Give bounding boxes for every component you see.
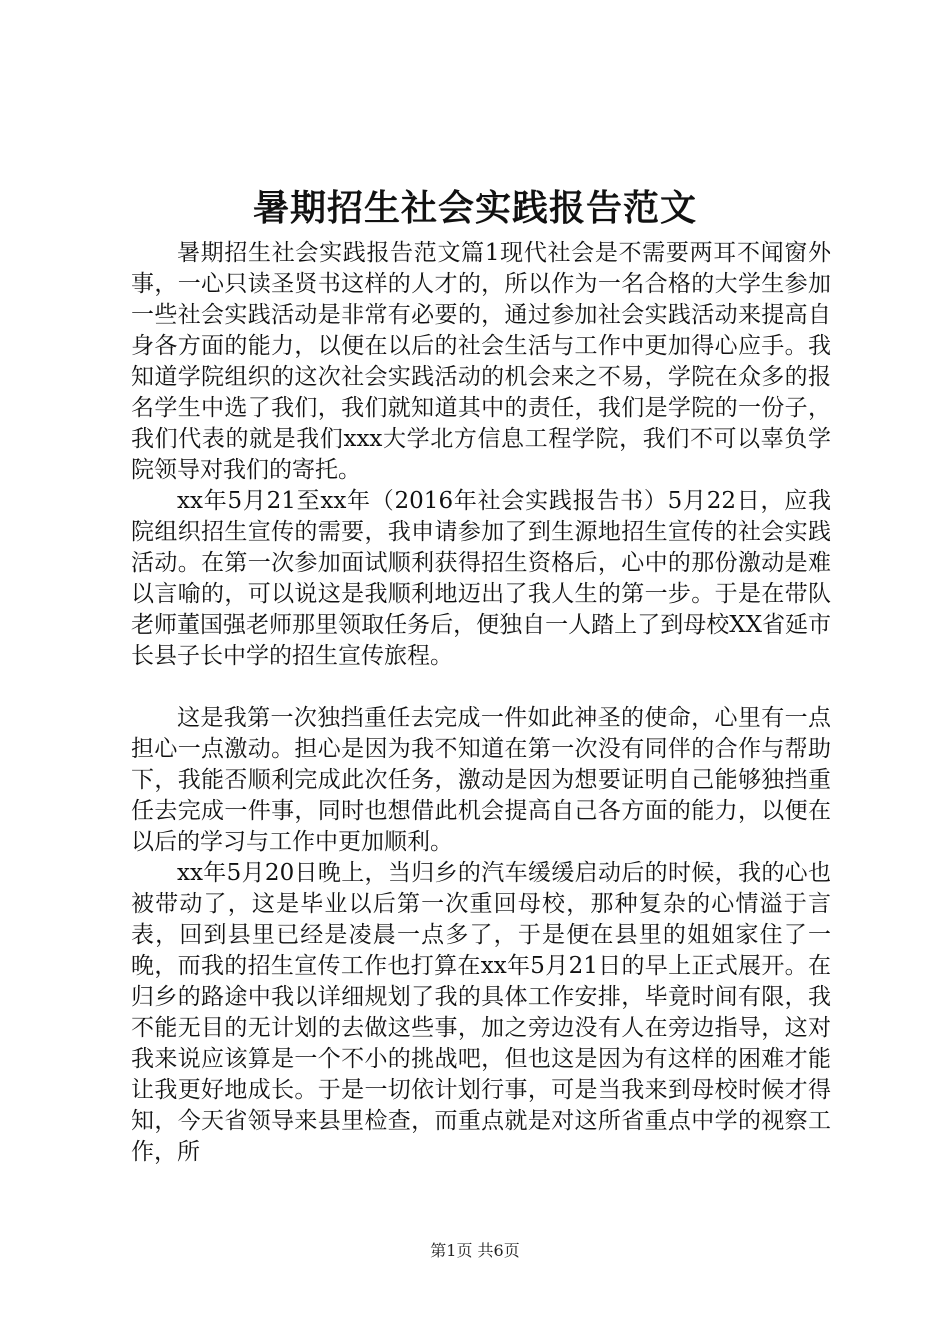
page-number-footer: 第1页 共6页	[430, 1241, 520, 1260]
document-body	[131, 238, 831, 1168]
paragraph: 这是我第一次独挡重任去完成一件如此神圣的使命，心里有一点担心一点激动。担心是因为我不知道在第一次没有同伴的合作与帮助下，我能否顺利完成此次任务，激动是因为想要证明自己能够独挡重任去完成一件事，同时也想借此机会提高自己各方面的能力，以便在以后的学习与工作中更加顺利。	[131, 705, 831, 855]
paragraph: xx年5月20日晚上，当归乡的汽车缓缓启动后的时候，我的心也被带动了，这是毕业以后第一次重回母校，那种复杂的心情溢于言表，回到县里已经是凌晨一点多了，于是便在县里的姐姐家住了一晚，而我的招生宣传工作也打算在xx年5月21日的早上正式展开。在归乡的路途中我以详细规划了我的具体工作安排，毕竟时间有限，我不能无目的无计划的去做这些事，加之旁边没有人在旁边指导，这对我来说应该算是一个不小的挑战吧，但也这是因为有这样的困难才能让我更好地成长。于是一切依计划行事，可是当我来到母校时候才得知，今天省领导来县里检查，而重点就是对这所省重点中学的视察工作，所	[131, 860, 831, 1165]
paragraph: xx年5月21至xx年（2016年社会实践报告书）5月22日，应我院组织招生宣传的需要，我申请参加了到生源地招生宣传的社会实践活动。在第一次参加面试顺利获得招生资格后，心中的那份激动是难以言喻的，可以说这是我顺利地迈出了我人生的第一步。于是在带队老师董国强老师那里领取任务后，便独自一人踏上了到母校XX省延市长县子长中学的招生宣传旅程。	[131, 488, 831, 669]
document-title: 暑期招生社会实践报告范文	[252, 187, 697, 229]
paragraph: 暑期招生社会实践报告范文篇1现代社会是不需要两耳不闻窗外事，一心只读圣贤书这样的人才的，所以作为一名合格的大学生参加一些社会实践活动是非常有必要的，通过参加社会实践活动来提高自身各方面的能力，以便在以后的社会生活与工作中更加得心应手。我知道学院组织的这次社会实践活动的机会来之不易，学院在众多的报名学生中选了我们，我们就知道其中的责任，我们是学院的一份子，我们代表的就是我们xxx大学北方信息工程学院，我们不可以辜负学院领导对我们的寄托。	[131, 240, 831, 483]
